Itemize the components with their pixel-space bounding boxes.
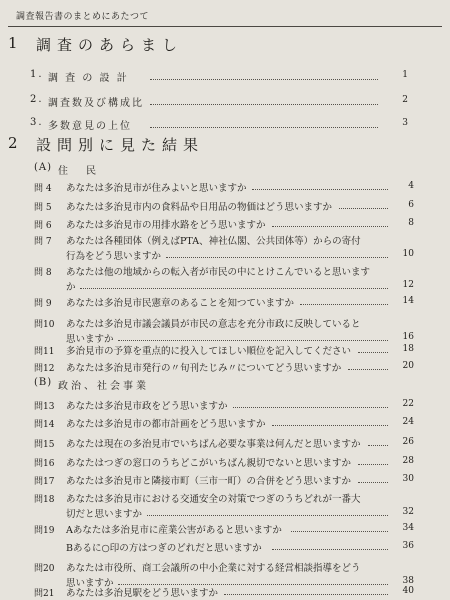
section-b-title: 政治、社会事業: [58, 381, 149, 392]
question-page-number: 14: [402, 296, 414, 306]
toc-1-1-title: 調 査 の 設 計: [48, 73, 129, 84]
toc-leader-dots: [118, 340, 388, 341]
question-text: あなたは多治見駅をどう思いますか: [66, 588, 219, 599]
question-text: あなたは現在の多治見市でいちばん必要な事業は何んだと思いますか: [66, 439, 361, 450]
question-number: 問19: [34, 526, 55, 536]
toc-leader-dots: [80, 288, 388, 289]
question-number: 問20: [34, 564, 55, 574]
toc-leader-dots: [272, 425, 388, 426]
toc-leader-dots: [358, 352, 388, 353]
toc-leader-dots: [339, 208, 388, 209]
toc-leader-dots: [166, 257, 388, 258]
question-text: あなたは多治見市の用排水路をどう思いますか: [66, 220, 266, 231]
question-number: 問18: [34, 495, 55, 505]
question-text: Aあなたは多治見市に産業公害があると思いますか: [66, 525, 282, 536]
question-text: Bあるに○印の方はつぎのどれだと思いますか: [66, 543, 262, 554]
question-text: 多治見市の予算を重点的に投入してほしい順位を記入してください: [66, 346, 352, 357]
question-page-number: 6: [408, 200, 414, 210]
toc-1-1-number: 1.: [30, 69, 44, 80]
question-text: 切だと思いますか: [66, 509, 143, 520]
question-page-number: 36: [402, 541, 414, 551]
question-text: 思いますか: [66, 578, 114, 589]
toc-1-1-page: 1: [402, 70, 408, 80]
question-page-number: 10: [402, 249, 414, 259]
toc-1-2-title: 調査数及び構成比: [48, 98, 144, 109]
question-page-number: 40: [402, 586, 414, 596]
question-number: 問13: [34, 402, 55, 412]
question-number: 問12: [34, 364, 55, 374]
question-text: 思いますか: [66, 334, 114, 345]
chapter-2-title: 設問別に見た結果: [36, 136, 205, 154]
question-text: あなたは多治見市における交通安全の対策でつぎのうちどれが一番大: [66, 494, 361, 505]
question-page-number: 22: [402, 399, 414, 409]
question-page-number: 34: [402, 523, 414, 533]
question-text: あなたは他の地域からの転入者が市民の中にとけこんでいると思います: [66, 267, 371, 278]
chapter-2-number: 2: [8, 134, 24, 152]
section-a-label: (A): [34, 162, 53, 173]
question-text: か: [66, 282, 76, 293]
question-text: あなたは多治見市が住みよいと思いますか: [66, 183, 247, 194]
question-page-number: 24: [402, 417, 414, 427]
page-header: 調査報告書のまとめにあたつて: [16, 12, 150, 22]
toc-leader-dots: [300, 304, 388, 305]
chapter-1-number: 1: [8, 34, 24, 52]
question-text: あなたは多治見市民憲章のあることを知つていますか: [66, 298, 295, 309]
toc-1-3-number: 3.: [30, 117, 44, 128]
toc-leader-dots: [147, 515, 388, 516]
toc-leader-dots: [252, 189, 388, 190]
toc-leader-dots: [272, 226, 388, 227]
header-rule: [8, 26, 442, 27]
question-number: 問17: [34, 477, 55, 487]
question-page-number: 28: [402, 456, 414, 466]
question-text: あなたは多治見市と隣接市町（三市一町）の合併をどう思いますか: [66, 476, 352, 487]
question-page-number: 8: [408, 218, 414, 228]
question-text: あなたは多治見市の都市計画をどう思いますか: [66, 419, 266, 430]
question-text: あなたは多治見市発行の〃旬刊たじみ〃についてどう思いますか: [66, 363, 342, 374]
question-text: あなたは市役所、商工会議所の中小企業に対する経営相談指導をどう: [66, 563, 361, 574]
toc-leader-dots: [150, 127, 378, 128]
toc-leader-dots: [150, 104, 378, 105]
question-number: 問21: [34, 589, 55, 599]
toc-1-2-number: 2.: [30, 94, 44, 105]
question-number: 問 7: [34, 237, 52, 247]
toc-leader-dots: [150, 79, 378, 80]
question-page-number: 4: [408, 181, 414, 191]
question-number: 問10: [34, 320, 55, 330]
question-page-number: 38: [402, 576, 414, 586]
toc-leader-dots: [358, 464, 388, 465]
toc-leader-dots: [291, 531, 388, 532]
question-text: 行為をどう思いますか: [66, 251, 162, 262]
question-page-number: 32: [402, 507, 414, 517]
question-number: 問 8: [34, 268, 52, 278]
toc-leader-dots: [348, 369, 388, 370]
question-number: 問 6: [34, 221, 52, 231]
question-page-number: 26: [402, 437, 414, 447]
question-page-number: 30: [402, 474, 414, 484]
section-b-label: (B): [34, 377, 53, 388]
toc-leader-dots: [224, 594, 388, 595]
toc-1-3-title: 多数意見の上位: [48, 121, 132, 132]
question-text: あなたは多治見市議会議員が市民の意志を充分市政に反映していると: [66, 319, 361, 330]
question-number: 問14: [34, 420, 55, 430]
question-text: あなたは多治見市内の食料品や日用品の物価はどう思いますか: [66, 202, 333, 213]
toc-1-3-page: 3: [402, 118, 408, 128]
toc-leader-dots: [368, 445, 388, 446]
question-page-number: 18: [402, 344, 414, 354]
question-number: 問 4: [34, 184, 52, 194]
question-number: 問15: [34, 440, 55, 450]
question-number: 問 9: [34, 299, 52, 309]
toc-1-2-page: 2: [402, 95, 408, 105]
question-text: あなたはつぎの窓口のうちどこがいちばん親切でないと思いますか: [66, 458, 352, 469]
question-text: あなたは各種団体（例えばPTA、神社仏閣、公共団体等）からの寄付: [66, 236, 361, 247]
question-number: 問11: [34, 347, 55, 357]
toc-leader-dots: [272, 549, 388, 550]
question-text: あなたは多治見市政をどう思いますか: [66, 401, 228, 412]
question-page-number: 16: [402, 332, 414, 342]
section-a-title: 住民: [58, 166, 114, 177]
toc-leader-dots: [233, 407, 388, 408]
question-page-number: 12: [402, 280, 414, 290]
chapter-1-title: 調査のあらまし: [36, 36, 184, 54]
question-page-number: 20: [402, 361, 414, 371]
question-number: 問16: [34, 459, 55, 469]
question-number: 問 5: [34, 203, 52, 213]
toc-leader-dots: [358, 482, 388, 483]
